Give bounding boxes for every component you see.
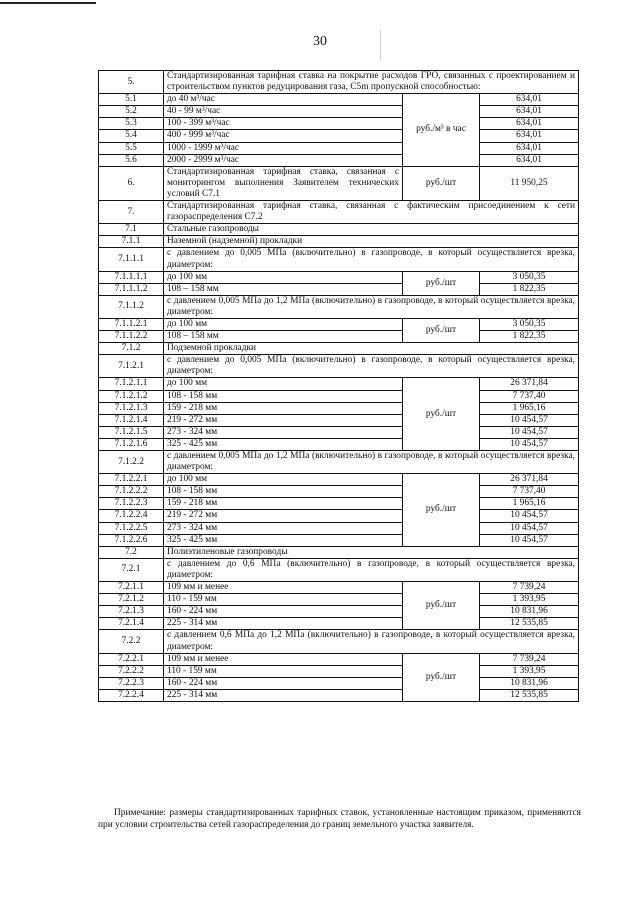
row-number-cell: 7.1.2.2.2 — [99, 486, 164, 498]
rate-value-cell: 3 050,35 — [480, 271, 579, 283]
rate-value-cell: 634,01 — [480, 142, 579, 154]
section-heading-cell: с давлением до 0,005 МПа (включительно) в газопроводе, в который осуществляется врезка, диаметром: — [164, 248, 579, 271]
section-heading-cell: с давлением 0,005 МПа до 1,2 МПа (включительно) в газопроводе, в который осуществляется врезка, диаметром: — [164, 295, 579, 318]
section-heading-cell: Полиэтиленовые газопроводы — [164, 546, 579, 558]
section-heading-cell: с давлением до 0,005 МПа (включительно) в газопроводе, в который осуществляется врезка, диаметром: — [164, 355, 579, 378]
row-number-cell: 7.1.1.2.1 — [99, 318, 164, 330]
description-cell: 110 - 159 мм — [164, 665, 403, 677]
rate-value-cell: 10 831,96 — [480, 606, 579, 618]
table-row — [99, 665, 579, 677]
row-number-cell: 5.4 — [99, 130, 164, 142]
description-cell: 40 - 99 м³/час — [164, 106, 403, 118]
description-cell: до 100 мм — [164, 378, 403, 390]
rate-value-cell: 3 050,35 — [480, 318, 579, 330]
description-cell: 108 - 158 мм — [164, 486, 403, 498]
unit-cell: руб./шт — [403, 582, 480, 630]
section-heading-cell: Стандартизированная тарифная ставка на покрытие расходов ГРО, связанных с проектированием и строительством пунктов редуцирования газа, C5m пропускной способностью: — [164, 71, 579, 94]
rate-value-cell: 1 393,95 — [480, 665, 579, 677]
table-row — [99, 118, 579, 130]
section-heading-cell: с давлением до 0,6 МПа (включительно) в газопроводе, в который осуществляется врезка, диаметром: — [164, 558, 579, 581]
description-cell: 225 - 314 мм — [164, 689, 403, 701]
table-row — [99, 71, 579, 94]
rate-value-cell: 7 737,40 — [480, 390, 579, 402]
description-cell: 110 - 159 мм — [164, 594, 403, 606]
table-row — [99, 438, 579, 450]
row-number-cell: 7.1.2.2.5 — [99, 522, 164, 534]
description-cell: до 100 мм — [164, 474, 403, 486]
description-cell: до 100 мм — [164, 318, 403, 330]
table-row — [99, 154, 579, 166]
table-row — [99, 130, 579, 142]
row-number-cell: 7.1.2.2.6 — [99, 534, 164, 546]
table-row — [99, 451, 579, 474]
table-row — [99, 606, 579, 618]
rate-value-cell: 11 950,25 — [480, 166, 579, 200]
row-number-cell: 7.2.2.1 — [99, 653, 164, 665]
table-row — [99, 224, 579, 236]
table-row — [99, 522, 579, 534]
rate-value-cell: 7 739,24 — [480, 653, 579, 665]
table-row — [99, 534, 579, 546]
description-cell: 108 – 158 мм — [164, 283, 403, 295]
page-number: 30 — [313, 34, 327, 49]
description-cell: 109 мм и менее — [164, 582, 403, 594]
unit-cell: руб./шт — [403, 318, 480, 342]
description-cell: 273 - 324 мм — [164, 522, 403, 534]
description-cell: 108 - 158 мм — [164, 390, 403, 402]
description-cell: 2000 - 2999 м³/час — [164, 154, 403, 166]
row-number-cell: 7.1.2.1.2 — [99, 390, 164, 402]
row-number-cell: 7.1.1.1.2 — [99, 283, 164, 295]
description-cell: 108 – 158 мм — [164, 331, 403, 343]
rate-value-cell: 12 535,85 — [480, 618, 579, 630]
unit-cell: руб./м³ в час — [403, 94, 480, 167]
rate-value-cell: 10 454,57 — [480, 510, 579, 522]
table-row — [99, 630, 579, 653]
row-number-cell: 7.1.2.1.1 — [99, 378, 164, 390]
rate-value-cell: 10 454,57 — [480, 426, 579, 438]
table-row — [99, 142, 579, 154]
table-row — [99, 331, 579, 343]
rate-value-cell: 634,01 — [480, 94, 579, 106]
rate-value-cell: 634,01 — [480, 106, 579, 118]
table-row — [99, 318, 579, 330]
table-row — [99, 414, 579, 426]
table-row — [99, 498, 579, 510]
footnote: Примечание: размеры стандартизированных тарифных ставок, установленные настоящим приказом, применяются при условии строительства сетей газораспределения до границ земельного участка заявителя. — [98, 808, 581, 831]
row-number-cell: 7.2.1.3 — [99, 606, 164, 618]
section-heading-cell: Стальные газопроводы — [164, 224, 579, 236]
row-number-cell: 7.1.1.2.2 — [99, 331, 164, 343]
row-number-cell: 7.2.1.4 — [99, 618, 164, 630]
table-row — [99, 474, 579, 486]
rate-value-cell: 10 454,57 — [480, 522, 579, 534]
row-number-cell: 7.2.2.2 — [99, 665, 164, 677]
row-number-cell: 7.1.1.1 — [99, 248, 164, 271]
row-number-cell: 7.2.1 — [99, 558, 164, 581]
row-number-cell: 5.3 — [99, 118, 164, 130]
description-cell: Стандартизированная тарифная ставка, связанная с мониторингом выполнения Заявителем технических условий C7.1 — [164, 166, 403, 200]
unit-cell: руб./шт — [403, 378, 480, 451]
table-row — [99, 510, 579, 522]
corner-rule — [0, 2, 96, 4]
table-row — [99, 582, 579, 594]
rate-value-cell: 1 822,35 — [480, 331, 579, 343]
row-number-cell: 7.1.2.1 — [99, 355, 164, 378]
row-number-cell: 7.1.2.2.4 — [99, 510, 164, 522]
rate-value-cell: 1 965,16 — [480, 402, 579, 414]
table-row — [99, 355, 579, 378]
rate-value-cell: 26 371,84 — [480, 378, 579, 390]
table-row — [99, 166, 579, 200]
description-cell: 219 - 272 мм — [164, 414, 403, 426]
table-row — [99, 546, 579, 558]
section-heading-cell: с давлением 0,005 МПа до 1,2 МПа (включительно) в газопроводе, в который осуществляется врезка, диаметром: — [164, 451, 579, 474]
description-cell: до 100 мм — [164, 271, 403, 283]
rate-value-cell: 634,01 — [480, 118, 579, 130]
unit-cell: руб./шт — [403, 271, 480, 295]
description-cell: 1000 - 1999 м³/час — [164, 142, 403, 154]
rate-value-cell: 634,01 — [480, 154, 579, 166]
description-cell: 325 - 425 мм — [164, 534, 403, 546]
row-number-cell: 5. — [99, 71, 164, 94]
table-row — [99, 201, 579, 224]
rate-value-cell: 10 831,96 — [480, 677, 579, 689]
rate-value-cell: 1 822,35 — [480, 283, 579, 295]
section-heading-cell: Стандартизированная тарифная ставка, связанная с фактическим присоединением к сети газораспределения C7.2 — [164, 201, 579, 224]
table-row — [99, 558, 579, 581]
table-row — [99, 271, 579, 283]
row-number-cell: 6. — [99, 166, 164, 200]
row-number-cell: 7.1.2.1.3 — [99, 402, 164, 414]
description-cell: до 40 м³/час — [164, 94, 403, 106]
description-cell: 273 - 324 мм — [164, 426, 403, 438]
rate-value-cell: 10 454,57 — [480, 534, 579, 546]
row-number-cell: 7.2 — [99, 546, 164, 558]
table-row — [99, 378, 579, 390]
rate-value-cell: 1 965,16 — [480, 498, 579, 510]
description-cell: 325 - 425 мм — [164, 438, 403, 450]
table-row — [99, 402, 579, 414]
row-number-cell: 5.6 — [99, 154, 164, 166]
row-number-cell: 7.1.2.2.3 — [99, 498, 164, 510]
row-number-cell: 7. — [99, 201, 164, 224]
table-row — [99, 106, 579, 118]
table-row — [99, 94, 579, 106]
rate-value-cell: 10 454,57 — [480, 414, 579, 426]
tariff-table — [98, 70, 579, 702]
table-row — [99, 236, 579, 248]
section-heading-cell: Наземной (надземной) прокладки — [164, 236, 579, 248]
table-row — [99, 248, 579, 271]
description-cell: 159 - 218 мм — [164, 498, 403, 510]
description-cell: 400 - 999 м³/час — [164, 130, 403, 142]
table-row — [99, 486, 579, 498]
row-number-cell: 7.2.1.2 — [99, 594, 164, 606]
description-cell: 225 - 314 мм — [164, 618, 403, 630]
rate-value-cell: 26 371,84 — [480, 474, 579, 486]
row-number-cell: 7.1.2.1.6 — [99, 438, 164, 450]
row-number-cell: 7.1.2.2 — [99, 451, 164, 474]
rate-value-cell: 10 454,57 — [480, 438, 579, 450]
rate-value-cell: 7 739,24 — [480, 582, 579, 594]
table-row — [99, 343, 579, 355]
row-number-cell: 5.5 — [99, 142, 164, 154]
row-number-cell: 7.1.1 — [99, 236, 164, 248]
row-number-cell: 7.1.2.1.4 — [99, 414, 164, 426]
section-heading-cell: Подземной прокладки — [164, 343, 579, 355]
table-row — [99, 677, 579, 689]
rate-value-cell: 12 535,85 — [480, 689, 579, 701]
table-row — [99, 390, 579, 402]
row-number-cell: 5.1 — [99, 94, 164, 106]
table-row — [99, 426, 579, 438]
tariff-table-body — [99, 71, 579, 702]
row-number-cell: 5.2 — [99, 106, 164, 118]
unit-cell: руб./шт — [403, 474, 480, 547]
table-row — [99, 653, 579, 665]
description-cell: 100 - 399 м³/час — [164, 118, 403, 130]
row-number-cell: 7.1.1.1.1 — [99, 271, 164, 283]
row-number-cell: 7.1.2 — [99, 343, 164, 355]
rate-value-cell: 7 737,40 — [480, 486, 579, 498]
row-number-cell: 7.2.1.1 — [99, 582, 164, 594]
description-cell: 219 - 272 мм — [164, 510, 403, 522]
row-number-cell: 7.2.2.3 — [99, 677, 164, 689]
row-number-cell: 7.1 — [99, 224, 164, 236]
unit-cell: руб./шт — [403, 166, 480, 200]
description-cell: 109 мм и менее — [164, 653, 403, 665]
section-heading-cell: с давлением 0,6 МПа до 1,2 МПа (включительно) в газопроводе, в который осуществляется врезка, диаметром: — [164, 630, 579, 653]
unit-cell: руб./шт — [403, 653, 480, 701]
description-cell: 159 - 218 мм — [164, 402, 403, 414]
table-row — [99, 689, 579, 701]
row-number-cell: 7.1.1.2 — [99, 295, 164, 318]
description-cell: 160 - 224 мм — [164, 606, 403, 618]
rate-value-cell: 1 393,95 — [480, 594, 579, 606]
table-row — [99, 618, 579, 630]
rate-value-cell: 634,01 — [480, 130, 579, 142]
row-number-cell: 7.2.2 — [99, 630, 164, 653]
table-row — [99, 594, 579, 606]
row-number-cell: 7.2.2.4 — [99, 689, 164, 701]
table-row — [99, 283, 579, 295]
row-number-cell: 7.1.2.1.5 — [99, 426, 164, 438]
description-cell: 160 - 224 мм — [164, 677, 403, 689]
row-number-cell: 7.1.2.2.1 — [99, 474, 164, 486]
table-row — [99, 295, 579, 318]
